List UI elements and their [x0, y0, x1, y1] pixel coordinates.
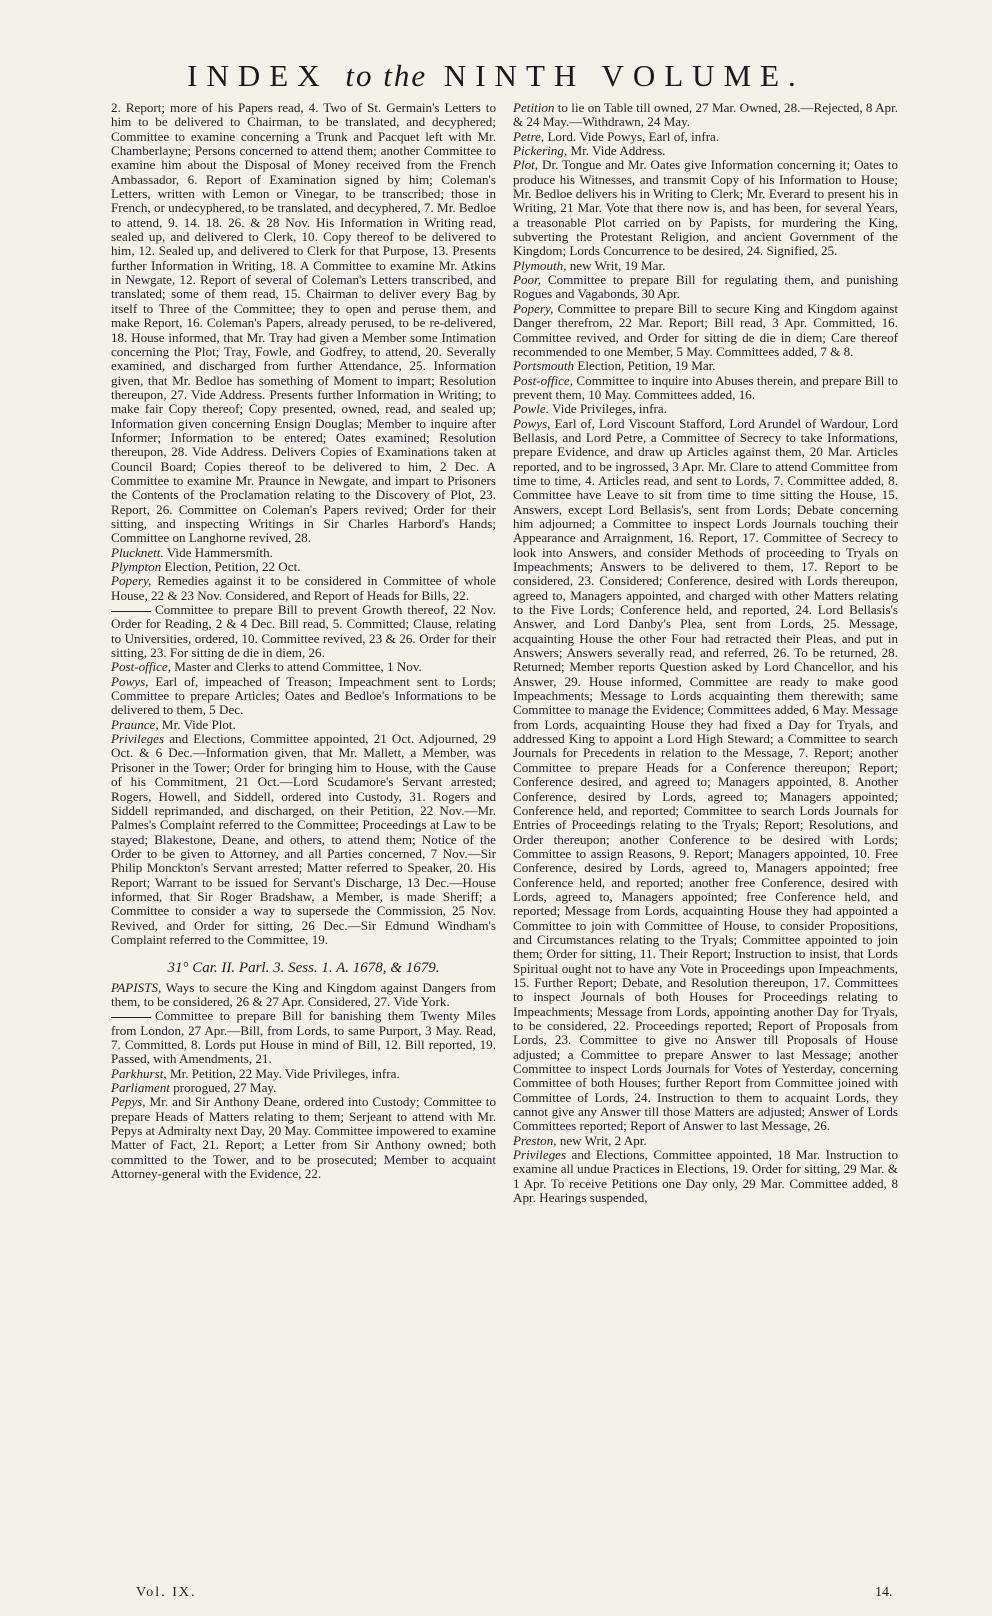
entry-text: to lie on Table till owned, 27 Mar. Owned, 28.—Rejected, 8 Apr. & 24 May.—Withdrawn, 24 May.: [513, 100, 898, 130]
title-to-the: to the: [345, 58, 428, 93]
section-heading: [111, 961, 496, 975]
entry-head: Popery,: [111, 573, 152, 589]
entry-text: Committee to prepare Bill for regulating them, and punishing Rogues and Vagabonds, 30 Apr.: [513, 272, 898, 302]
entry-text: Ways to secure the King and Kingdom against Dangers from them, to be considered, 26 & 27 Apr. Considered, 27. Vide York.: [111, 979, 496, 1009]
entry-text: Election, Petition, 22 Oct.: [164, 559, 301, 574]
right-column: [513, 101, 898, 1205]
index-entry: [513, 273, 898, 302]
volume-signature: Vol. IX.: [136, 1585, 197, 1600]
index-entry: [111, 546, 496, 560]
section-heading-text: 31° Car. II. Parl. 3. Sess. 1. A. 1678, & 1679.: [167, 960, 440, 977]
entry-head: Pepys,: [111, 1094, 146, 1110]
ditto-dash: [111, 1017, 151, 1018]
entry-head: Poor,: [513, 272, 542, 288]
index-entry: [111, 1081, 496, 1095]
entry-head: Plot,: [513, 157, 539, 173]
entry-head: Portsmouth: [513, 358, 575, 374]
entry-head: Privileges: [111, 731, 165, 747]
entry-head: Powys,: [111, 673, 149, 689]
entry-text: and Elections, Committee appointed, 21 Oct. Adjourned, 29 Oct. & 6 Dec.—Information given, that Mr. Mallett, a Member, was Prisoner in the Tower; Order for bringing him to House, with the Cause of his Commitment, 21 Oct.—Lord Scudamore's Servant arrested; Rogers, Howell, and Siddell, ordered into Custody, 31. Rogers and Siddell reprimanded, and discharged, on their Petition, 22 Nov.—Mr. Palmes's Complaint referred to the Committee; Proceedings at Law to be stayed; Blakestone, Deane, and others, to attend them; Notice of the Order to be given to Attorney, and all Parties concerned, 7 Nov.—Sir Philip Monckton's Servant arrested; Matter referred to Speaker, 20. His Report; Warrant to be issued for Servant's Discharge, 13 Dec.—House informed, that Sir Roger Bradshaw, a Member, is made Sheriff; a Committee to consider a way to supersede the Commission, 25 Nov. Revived, and Order for sitting, 26 Dec.—Sir Edmund Windham's Complaint referred to the Committee, 19.: [111, 731, 496, 947]
entry-head: Petre,: [513, 128, 545, 144]
index-entry: [111, 1067, 496, 1081]
entry-text: Mr. and Sir Anthony Deane, ordered into Custody; Committee to prepare Heads of Matters relating to them; Serjeant to attend with Mr. Pepys at Admiralty next Day, 20 May. Committee impowered to examine Matter of Fact, 21. Report; a Letter from Sir Anthony owned; both committed to the Tower, and to be prosecuted; Member to acquaint Attorney-general with the Evidence, 22.: [111, 1094, 496, 1182]
index-entry: [513, 130, 898, 144]
entry-text: Earl of, Lord Viscount Stafford, Lord Arundel of Wardour, Lord Bellasis, and Lord Petre, a Committee of Secrecy to take Informations, prepare Evidence, and draw up Articles against them, 20 Mar. Articles reported, and to be ingrossed, 3 Apr. Mr. Clare to attend Committee from time to time, 4. Articles read, and sent to Lords, 7. Committee added, 8. Committee have Leave to sit from time to time sitting the House, 15. Answers, except Lord Bellasis's, sent from Lords; Debate concerning him adjourned; a Committee to inspect Lords Journals touching their Appearance and Arraignment, 16. Report, 17. Committee of Secrecy to look into Answers, and consider Methods of proceeding to Tryals on Impeachments; Answers to be delivered to them, 17. Report to be considered, 23. Considered; Conference, desired with Lords thereupon, agreed to, Managers appointed, and charged with other Matters relating to the Five Lords; Conference held, and reported, 24. Lord Bellasis's Answer, and Lord Danby's Plea, sent from Lords, 25. Message, acquainting House the other Four had retracted their Pleas, and put in Answers; Answers severally read, and referred, 26. To be returned, 28. Returned; Member reports Question asked by Lord Chancellor, and his Answer, 29. House informed, Committee are ready to make good Impeachments; Message to Lords acquainting them therewith; same Committee to manage the Evidence; Committees added, 6 May. Message from Lords, acquainting House they had fixed a Day for Tryals, and addressed King to appoint a Lord High Steward; a Committee to search Journals for Precedents in relation to the Message, 7. Report; another Committee to prepare Heads for a Conference thereupon; Report; Conference desired, and agreed to; Managers appointed, 8. Another Conference, desired by Lords, agreed to; Managers appointed; Conference held, and reported; Committee to search Lords Journals for Entries of Proceedings relating to the Tryals; Report; Resolutions, and Order thereupon; another Conference to be desired with Lords; Committee to assign Reasons, 9. Report; Managers appointed, 10. Free Conference, desired by Lords, agreed to, Managers appointed; free Conference held, and reported; another free Conference, desired with Lords, agreed to, Managers appointed; free Conference held, and reported; Message from Lords, acquainting House they had appointed a Committee to join with Committee of House, to consider Propositions, and Circumstances relating to the Tryals; Committee appointed to join them; Order for sitting, 11. Their Report; Instruction to insist, that Lords Spiritual ought not to have any Vote in Proceedings upon Impeachments, 15. Further Report; Debate, and Resolution thereupon, 17. Committees to inspect Journals of both Houses for Proceedings relating to Impeachments; Message from Lords, appointing another Day for Tryals, to be considered, 22. Proceedings reported; Report of Proposals from Lords, 23. Committee to give no Answer till Proposals of House adjusted; a Committee to prepare Answer to last Message; another Committee to inspect Lords Journals for Votes of Yesterday, concerning Committee of both Houses; further Report from Committee joined with Committee of Lords, 24. Instruction to them to acquaint Lords, they cannot give any Answer till those Matters are adjusted; Answer of Lords Committees reported; Report of Answer to last Message, 26.: [513, 415, 899, 1134]
index-entry: [513, 1134, 898, 1148]
entry-head: Post-office,: [111, 659, 171, 675]
index-entry: [111, 718, 496, 732]
index-entry: [111, 732, 496, 947]
entry-text: Election, Petition, 19 Mar.: [577, 358, 716, 374]
entry-head: Preston,: [513, 1132, 557, 1148]
entry-head: Plymouth,: [513, 257, 567, 273]
index-entry: [111, 1009, 496, 1066]
entry-head: Praunce,: [111, 716, 159, 732]
entry-text: Committee to prepare Bill for banishing them Twenty Miles from London, 27 Apr.—Bill, from Lords, to same Purport, 3 May. Read, 7. Committed, 8. Lords put House in mind of Bill, 12. Bill reported, 19. Passed, with Amendments, 21.: [111, 1008, 496, 1067]
index-entry: [513, 101, 898, 130]
entry-text: Mr. Petition, 22 May. Vide Privileges, infra.: [169, 1065, 400, 1081]
index-entry: [111, 660, 496, 674]
index-entry: [111, 101, 496, 546]
ditto-dash: [111, 611, 151, 612]
entry-text: prorogued, 27 May.: [173, 1080, 277, 1096]
entry-text: Mr. Vide Plot.: [161, 716, 236, 732]
entry-text: Lord. Vide Powys, Earl of, infra.: [547, 128, 720, 144]
right-entries: [513, 101, 898, 1205]
index-entry: [513, 402, 898, 416]
entry-text: Master and Clerks to attend Committee, 1 Nov.: [174, 659, 422, 675]
index-entry: [111, 981, 496, 1010]
entry-head: Plympton: [111, 559, 162, 574]
index-entry: [111, 560, 496, 574]
entry-text: 2. Report; more of his Papers read, 4. Two of St. Germain's Letters to him to be delivered to Chairman, to be translated, and decyphered; Committee to examine concerning a Trunk and Pacquet left with Mr. Chamberlayne; Persons concerned to attend them; another Committee to examine him about the Disposal of Money received from the French Ambassador, 6. Report of Examination signed by him; Coleman's Letters, written with Lemon or Vinegar, to be transcribed; those in French, or undecyphered, to be translated, and decyphered, 7. Mr. Bedloe to attend, 9. 14. 18. 26. & 28 Nov. His Information in Writing read, sealed up, and delivered to Clerk, 10. Copy thereof to be delivered to him, 12. Sealed up, and delivered to Clerk for that Purpose, 13. Presents further Information in Writing, 18. A Committee to examine Mr. Atkins in Newgate, 12. Report of several of Coleman's Letters transcribed, and translated; some of them read, 15. Chairman to deliver every Bag by itself to Three of the Committee; they to open and peruse them, and make Report, 16. Coleman's Papers, already perused, to be re-delivered, 18. House informed, that Mr. Tray had given a Member some Intimation concerning the Plot; Tray, Fowle, and Godfrey, to attend, 20. Severally examined, and discharged from further Attendance, 25. Information given, that Mr. Bedloe has something of Moment to impart; Resolution thereupon, 27. Vide Address. Presents further Information in Writing; to make fair Copy thereof; Copy presented, owned, read, and sealed up; Information given concerning Ensign Douglas; Member to inquire after Informer; Information to be entered; Oates examined; Resolution thereupon, 28. Vide Address. Delivers Copies of Examinations taken at Council Board; Copies thereof to be delivered to him, 2 Dec. A Committee to examine Mr. Praunce in Newgate, and impart to Prisoners the Contents of the Proclamation relating to the Discovery of Plot, 23. Report, 26. Committee on Coleman's Papers revived; Order for their sitting, and inspecting Writings in Sir Charles Harbord's Hands; Committee on Langhorne revived, 28.: [111, 100, 496, 546]
entry-head: Plucknett.: [111, 544, 164, 560]
left-entries: [111, 101, 496, 947]
entry-text: and Elections, Committee appointed, 18 Mar. Instruction to examine all undue Practices in Elections, 19. Order for sitting, 29 Mar. & 1 Apr. To receive Petitions one Day only, 29 Mar. Committee added, 8 Apr. Hearings suspended,: [513, 1147, 898, 1206]
entry-text: Vide Hammersmith.: [166, 544, 273, 560]
entry-head: PAPISTS,: [111, 979, 162, 995]
index-entry: [111, 603, 496, 660]
entry-head: Parkhurst,: [111, 1065, 167, 1081]
index-entry: [513, 259, 898, 273]
entry-text: Committee to prepare Bill to secure King and Kingdom against Danger therefrom, 22 Mar. Report; Bill read, 3 Apr. Committed, 16. Committee revived, and Order for sitting de die in diem; Care thereof recommended to one Member, 5 May. Committees added, 7 & 8.: [513, 300, 899, 359]
title-volume: NINTH VOLUME.: [443, 58, 805, 93]
index-entry: [513, 158, 898, 258]
left-column: [111, 101, 496, 1181]
entry-head: Petition: [513, 100, 555, 115]
page-title: [0, 58, 992, 94]
index-entry: [513, 374, 898, 403]
entry-text: Committee to prepare Bill to prevent Growth thereof, 22 Nov. Order for Reading, 2 & 4 Dec. Bill read, 5. Committed; Clause, relating to Universities, ordered, 10. Committee revived, 23 & 26. Order for their sitting, 23. For sitting de die in diem, 26.: [111, 602, 496, 661]
index-entry: [111, 675, 496, 718]
entry-head: Post-office,: [513, 372, 573, 388]
entry-head: Pickering,: [513, 143, 568, 159]
index-entry: [111, 574, 496, 603]
entry-head: Powys,: [513, 415, 551, 431]
index-entry: [513, 302, 898, 359]
entry-text: Vide Privileges, infra.: [552, 401, 667, 417]
index-entry: [513, 417, 898, 1134]
entry-head: Popery,: [513, 300, 554, 316]
entry-text: Earl of, impeached of Treason; Impeachment sent to Lords; Committee to prepare Articles; Oates and Bedloe's Informations to be delivered to them, 5 Dec.: [111, 673, 496, 718]
entry-head: Powle.: [513, 401, 550, 417]
entry-head: Privileges: [513, 1147, 567, 1163]
entry-text: Dr. Tongue and Mr. Oates give Information concerning it; Oates to produce his Witnesses, and transmit Copy of his Information to House; Mr. Bedloe delivers his in Writing to Clerk; Mr. Everard to present his in Writing, 21 Mar. Vote that there now is, and has been, for several Years, a treasonable Plot carried on by Papists, for murdering the King, subverting the Protestant Religion, and ancient Government of the Kingdom; Lords Concurrence to be desired, 24. Signified, 25.: [513, 157, 898, 259]
left-entries-second: [111, 981, 496, 1182]
entry-text: Committee to inquire into Abuses therein, and prepare Bill to prevent them, 10 May. Committees added, 16.: [513, 372, 898, 402]
entry-text: Remedies against it to be considered in Committee of whole House, 22 & 23 Nov. Considered, and Report of Heads for Bills, 22.: [111, 573, 496, 603]
index-entry: [111, 1095, 496, 1181]
entry-text: Mr. Vide Address.: [570, 143, 666, 159]
title-index: INDEX: [187, 58, 329, 93]
entry-head: Parliament: [111, 1080, 170, 1096]
index-entry: [513, 144, 898, 158]
entry-text: new Writ, 2 Apr.: [559, 1132, 647, 1148]
entry-text: new Writ, 19 Mar.: [569, 257, 666, 273]
index-entry: [513, 1148, 898, 1205]
catchword: 14.: [875, 1585, 893, 1600]
index-entry: [513, 359, 898, 373]
